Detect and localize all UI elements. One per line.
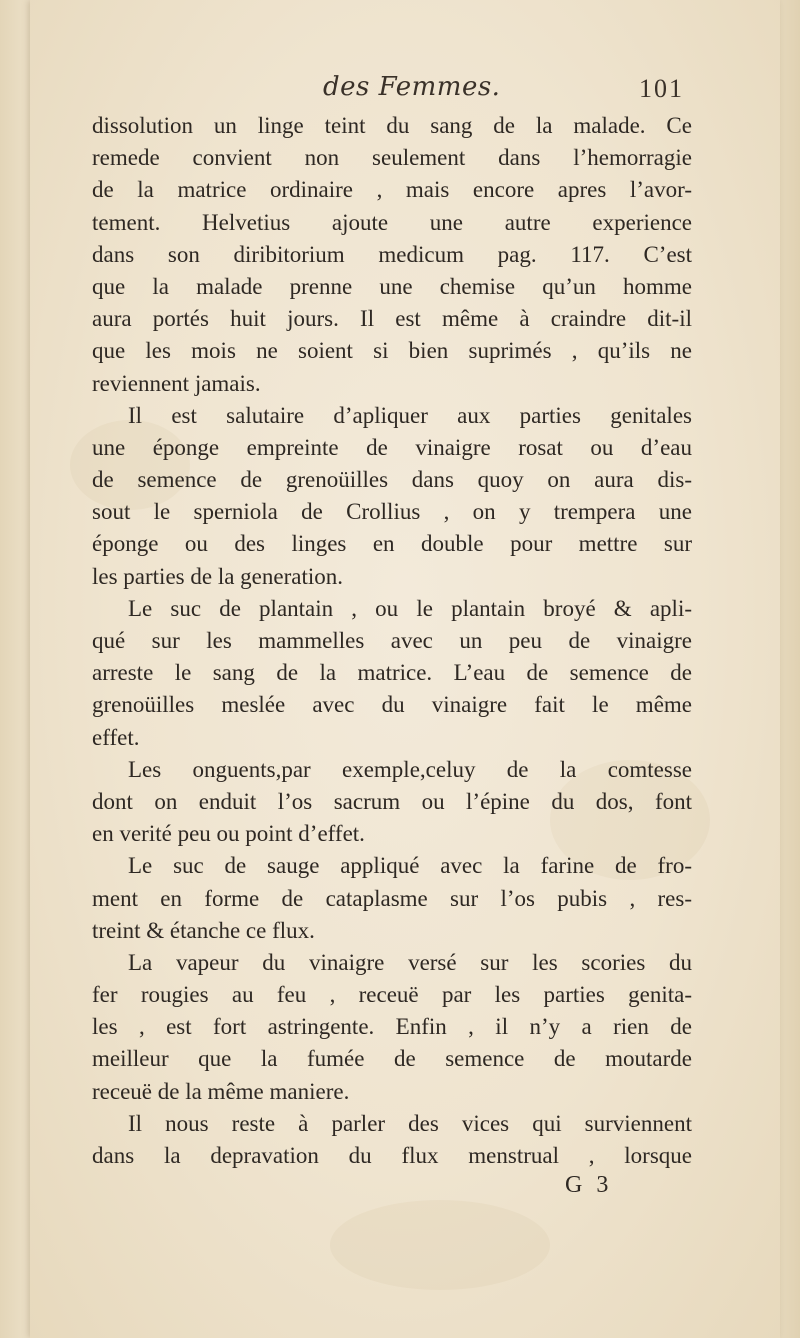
text-line: éponge ou des linges en double pour mettre sur: [92, 531, 692, 557]
text-line: les parties de la generation.: [92, 563, 343, 589]
text-line: reviennent jamais.: [92, 370, 261, 396]
paragraph-start-line: La vapeur du vinaigre versé sur les scories du: [128, 949, 692, 975]
body-text: [92, 110, 692, 1172]
text-line: de semence de grenoüilles dans quoy on aura dis-: [92, 467, 692, 493]
text-line: meilleur que la fumée de semence de moutarde: [92, 1046, 692, 1072]
text-line: de la matrice ordinaire , mais encore apres l’avor-: [92, 177, 692, 203]
signature-mark: G 3: [565, 1172, 613, 1198]
paragraph-start-line: Il est salutaire d’apliquer aux parties genitales: [128, 402, 692, 428]
text-line: treint & étanche ce flux.: [92, 917, 315, 943]
text-line: fer rougies au feu , receuë par les parties genita-: [92, 982, 692, 1008]
text-line: qué sur les mammelles avec un peu de vinaigre: [92, 628, 692, 653]
text-line: dissolution un linge teint du sang de la malade. Ce: [92, 113, 692, 138]
text-line: en verité peu ou point d’effet.: [92, 821, 365, 847]
text-line: receuë de la même maniere.: [92, 1078, 350, 1104]
text-line: tement. Helvetius ajoute une autre experience: [92, 209, 692, 235]
text-line: aura portés huit jours. Il est même à craindre dit-il: [92, 306, 692, 332]
paragraph-start-line: Il nous reste à parler des vices qui surviennent: [128, 1110, 692, 1136]
text-line: dans son diribitorium medicum pag. 117. C’est: [92, 241, 692, 267]
text-line: dans la depravation du flux menstrual , lorsque: [92, 1143, 692, 1168]
text-line: remede convient non seulement dans l’hemorragie: [92, 145, 692, 171]
page-number: 101: [639, 74, 684, 103]
text-line: les , est fort astringente. Enfin , il n’y a rien de: [92, 1014, 692, 1040]
text-line: que les mois ne soient si bien suprimés , qu’ils ne: [92, 338, 692, 364]
text-line: grenoüilles meslée avec du vinaigre fait le même: [92, 692, 692, 718]
paper-stain: [330, 1200, 550, 1290]
text-line: sout le sperniola de Crollius , on y trempera une: [92, 499, 692, 525]
text-line: effet.: [92, 724, 140, 750]
text-line: ment en forme de cataplasme sur l’os pubis , res-: [92, 885, 692, 911]
paragraph-start-line: Le suc de plantain , ou le plantain broyé & apli-: [128, 595, 692, 621]
text-line: une éponge empreinte de vinaigre rosat ou d’eau: [92, 434, 692, 460]
paragraph-start-line: Le suc de sauge appliqué avec la farine de fro-: [128, 853, 692, 879]
text-line: dont on enduit l’os sacrum ou l’épine du dos, font: [92, 788, 692, 814]
text-line: que la malade prenne une chemise qu’un homme: [92, 273, 692, 299]
page-header: [90, 72, 690, 112]
paragraph-start-line: Les onguents,par exemple,celuy de la comtesse: [128, 756, 692, 782]
text-line: arreste le sang de la matrice. L’eau de semence de: [92, 660, 692, 686]
running-title: des Femmes.: [323, 72, 501, 102]
